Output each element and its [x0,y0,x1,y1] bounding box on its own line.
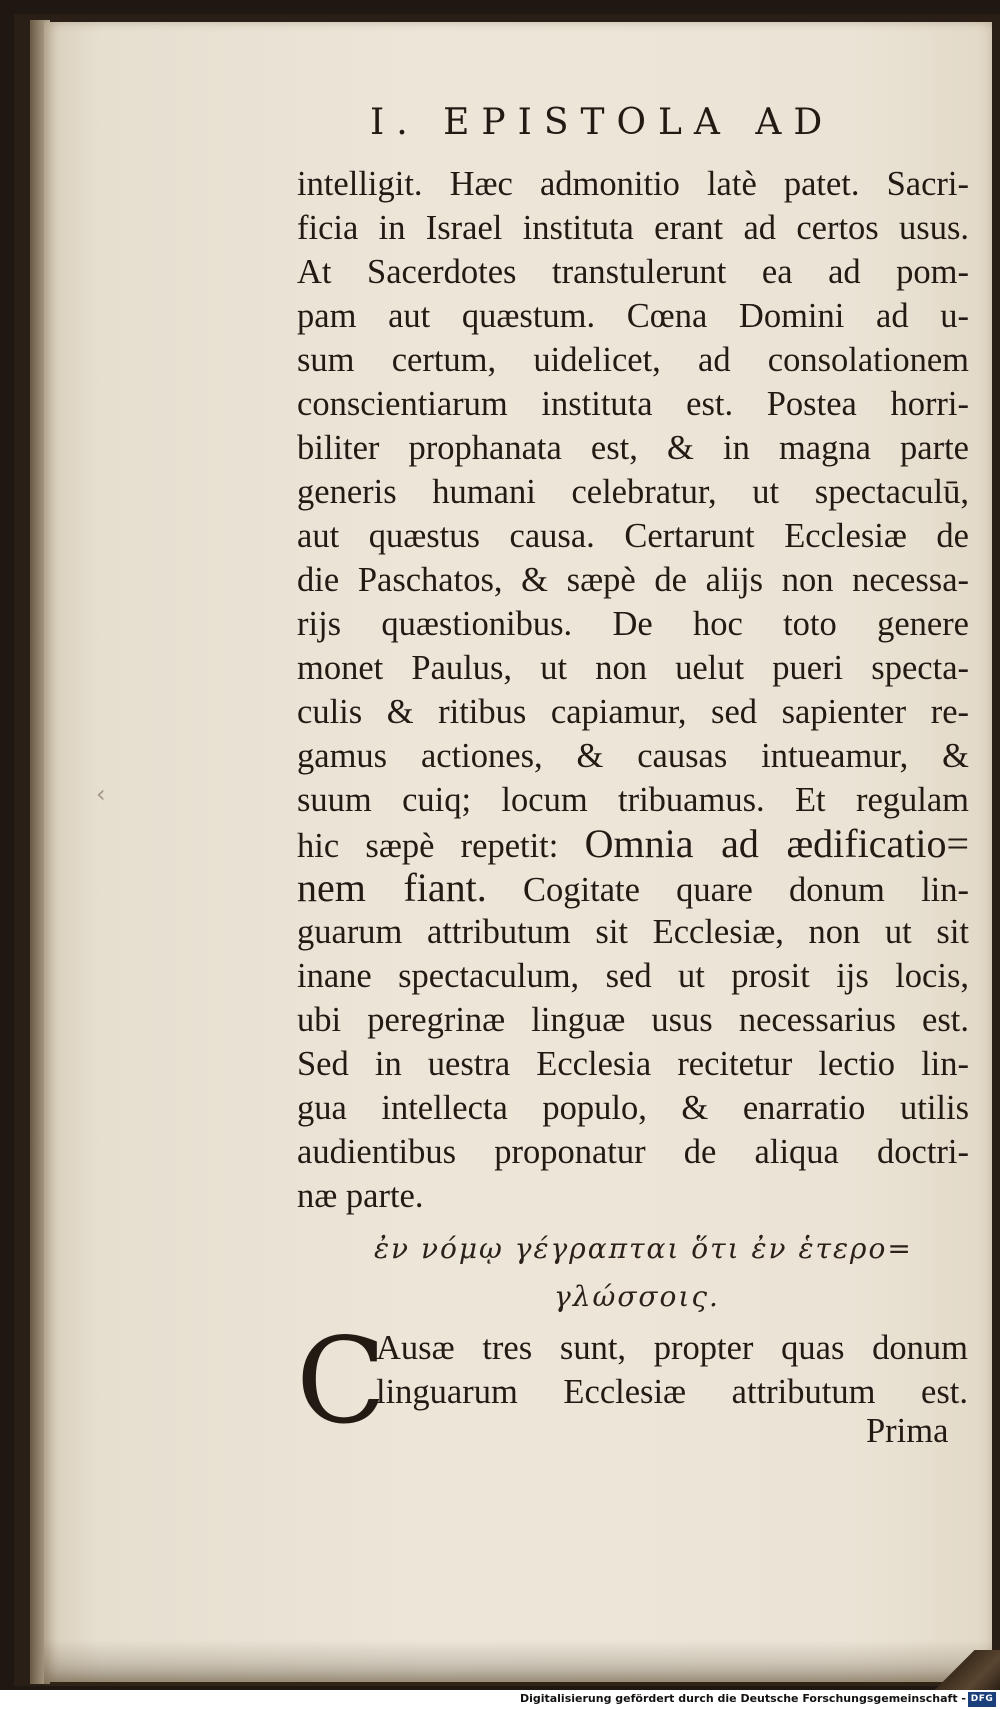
funding-credit: Digitalisierung gefördert durch die Deutsche Forschungsgemeinschaft - [519,1692,966,1705]
emphasis-text: Omnia ad ædificatio= [584,821,969,866]
text-line: ubi peregrinæ linguæ usus necessarius est. [297,1001,969,1039]
text-line: At Sacerdotes transtulerunt ea ad pom- [297,253,969,291]
text-line: biliter prophanata est, & in magna parte [297,429,969,467]
text-line: audientibus proponatur de aliqua doctri- [297,1133,969,1171]
text-line: culis & ritibus capiamur, sed sapienter re- [297,693,969,731]
text-line: rijs quæstionibus. De hoc toto genere [297,605,969,643]
dfg-logo: DFG [968,1692,996,1707]
greek-quotation-cont: γλώσσοις. [554,1280,720,1313]
text-line-head: hic sæpè repetit: [297,827,559,865]
text-line: ficia in Israel instituta erant ad certos usus. [297,209,969,247]
text-line-last: næ parte. [297,1177,424,1215]
page-corner [930,1650,1000,1690]
text-line: aut quæstus causa. Certarunt Ecclesiæ de [297,517,969,555]
text-line: linguarum Ecclesiæ attributum est. [376,1373,968,1411]
catchword: Prima [866,1412,949,1450]
second-paragraph [376,1326,968,1414]
drop-capital: C [296,1312,387,1450]
text-line: intelligit. Hæc admonitio latè patet. Sacri- [297,165,969,203]
text-line-emphasis [297,866,969,910]
text-line: gua intellecta populo, & enarratio utilis [297,1089,969,1127]
greek-quotation: ἐν νόμῳ γέγραπται ὅτι ἐν ἑτερο= [374,1232,913,1265]
text-line: inane spectaculum, sed ut prosit ijs locis, [297,957,969,995]
text-line: conscientiarum instituta est. Postea horri- [297,385,969,423]
text-line: Ausæ tres sunt, propter quas donum [376,1329,968,1367]
text-line: gamus actiones, & causas intueamur, & [297,737,969,775]
body-paragraph [297,162,969,1218]
page-bottom-shadow [44,1640,992,1686]
text-line: pam aut quæstum. Cœna Domini ad u- [297,297,969,335]
text-line-tail: Cogitate quare donum lin- [523,871,969,909]
emphasis-text: nem fiant. [297,865,487,910]
text-line: Sed in uestra Ecclesia recitetur lectio lin- [297,1045,969,1083]
margin-mark: ‹ [96,780,106,808]
text-line: monet Paulus, ut non uelut pueri specta- [297,649,969,687]
text-line: generis humani celebratur, ut spectaculū, [297,473,969,511]
running-head: I. EPISTOLA AD [370,102,835,143]
text-line: suum cuiq; locum tribuamus. Et regulam [297,781,969,819]
text-line: die Paschatos, & sæpè de alijs non necessa- [297,561,969,599]
text-line-emphasis [297,822,969,866]
text-line: guarum attributum sit Ecclesiæ, non ut sit [297,913,969,951]
text-line: sum certum, uidelicet, ad consolationem [297,341,969,379]
